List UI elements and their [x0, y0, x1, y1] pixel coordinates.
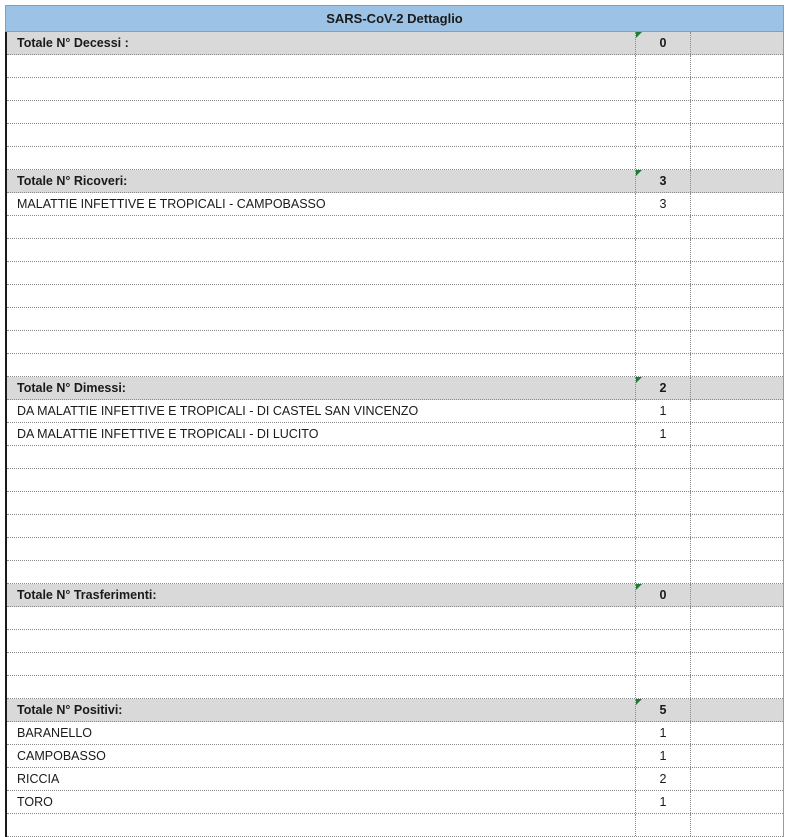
formula-marker-icon	[636, 377, 642, 383]
row-value[interactable]: 2	[635, 768, 691, 790]
empty-cell[interactable]	[7, 538, 635, 560]
empty-cell[interactable]	[691, 768, 783, 790]
empty-cell[interactable]	[691, 584, 783, 606]
empty-cell[interactable]	[635, 147, 691, 169]
empty-cell[interactable]	[635, 308, 691, 330]
empty-cell[interactable]	[7, 561, 635, 583]
row-value[interactable]: 1	[635, 722, 691, 744]
empty-cell[interactable]	[635, 538, 691, 560]
empty-cell[interactable]	[635, 630, 691, 652]
row-label[interactable]: BARANELLO	[17, 726, 93, 740]
empty-row	[7, 239, 783, 262]
empty-cell[interactable]	[635, 814, 691, 836]
empty-cell[interactable]	[7, 216, 635, 238]
section-label[interactable]: Totale N° Positivi:	[17, 703, 123, 717]
empty-cell[interactable]	[7, 101, 635, 123]
empty-cell[interactable]	[691, 400, 783, 422]
empty-cell[interactable]	[7, 331, 635, 353]
empty-cell[interactable]	[7, 653, 635, 675]
row-value[interactable]: 1	[635, 745, 691, 767]
section-label[interactable]: Totale N° Ricoveri:	[17, 174, 128, 188]
empty-cell[interactable]	[691, 170, 783, 192]
empty-cell[interactable]	[691, 147, 783, 169]
section-header-row	[7, 584, 783, 607]
empty-cell[interactable]	[635, 446, 691, 468]
row-label[interactable]: CAMPOBASSO	[17, 749, 106, 763]
empty-cell[interactable]	[691, 354, 783, 376]
empty-cell[interactable]	[635, 101, 691, 123]
section-header-row	[7, 32, 783, 55]
empty-row	[7, 124, 783, 147]
empty-cell[interactable]	[7, 285, 635, 307]
empty-cell[interactable]	[7, 676, 635, 698]
row-label[interactable]: TORO	[17, 795, 53, 809]
empty-cell[interactable]	[691, 515, 783, 537]
empty-row	[7, 607, 783, 630]
row-value[interactable]: 1	[635, 791, 691, 813]
empty-row	[7, 262, 783, 285]
table-row	[7, 791, 783, 814]
data-grid	[5, 32, 784, 837]
formula-marker-icon	[636, 699, 642, 705]
empty-cell[interactable]	[7, 446, 635, 468]
empty-row	[7, 446, 783, 469]
empty-row	[7, 308, 783, 331]
section-total[interactable]: 5	[635, 699, 691, 721]
empty-cell[interactable]	[7, 630, 635, 652]
empty-cell[interactable]	[635, 55, 691, 77]
empty-cell[interactable]	[7, 492, 635, 514]
empty-cell[interactable]	[691, 262, 783, 284]
empty-row	[7, 55, 783, 78]
empty-cell[interactable]	[635, 469, 691, 491]
empty-row	[7, 216, 783, 239]
empty-cell[interactable]	[635, 515, 691, 537]
section-header-row	[7, 377, 783, 400]
empty-cell[interactable]	[691, 492, 783, 514]
empty-cell[interactable]	[691, 446, 783, 468]
empty-row	[7, 331, 783, 354]
empty-row	[7, 561, 783, 584]
row-value[interactable]: 1	[635, 400, 691, 422]
table-row	[7, 400, 783, 423]
empty-cell[interactable]	[635, 653, 691, 675]
empty-cell[interactable]	[635, 331, 691, 353]
table-row	[7, 768, 783, 791]
section-total[interactable]: 3	[635, 170, 691, 192]
empty-cell[interactable]	[691, 722, 783, 744]
section-label[interactable]: Totale N° Decessi :	[17, 36, 129, 50]
section-total[interactable]: 2	[635, 377, 691, 399]
empty-cell[interactable]	[691, 538, 783, 560]
empty-cell[interactable]	[691, 101, 783, 123]
empty-row	[7, 147, 783, 170]
empty-cell[interactable]	[635, 124, 691, 146]
empty-cell[interactable]	[691, 78, 783, 100]
empty-cell[interactable]	[7, 78, 635, 100]
section-label[interactable]: Totale N° Dimessi:	[17, 381, 126, 395]
table-row	[7, 722, 783, 745]
empty-cell[interactable]	[7, 308, 635, 330]
empty-cell[interactable]	[635, 262, 691, 284]
empty-cell[interactable]	[7, 147, 635, 169]
section-total[interactable]: 0	[635, 584, 691, 606]
empty-row	[7, 515, 783, 538]
empty-cell[interactable]	[7, 515, 635, 537]
section-total[interactable]: 0	[635, 32, 691, 54]
empty-cell[interactable]	[7, 607, 635, 629]
empty-cell[interactable]	[691, 308, 783, 330]
empty-cell[interactable]	[691, 285, 783, 307]
section-header-row	[7, 170, 783, 193]
empty-cell[interactable]	[691, 791, 783, 813]
empty-cell[interactable]	[691, 607, 783, 629]
empty-cell[interactable]	[691, 653, 783, 675]
empty-cell[interactable]	[635, 78, 691, 100]
sheet-title: SARS-CoV-2 Dettaglio	[5, 5, 784, 32]
empty-cell[interactable]	[691, 423, 783, 445]
empty-row	[7, 354, 783, 377]
empty-cell[interactable]	[691, 32, 783, 54]
empty-row	[7, 653, 783, 676]
empty-cell[interactable]	[691, 561, 783, 583]
empty-cell[interactable]	[7, 55, 635, 77]
empty-row	[7, 78, 783, 101]
empty-cell[interactable]	[635, 354, 691, 376]
row-label[interactable]: MALATTIE INFETTIVE E TROPICALI - CAMPOBASSO	[17, 197, 326, 211]
row-value[interactable]: 3	[635, 193, 691, 215]
table-row	[7, 193, 783, 216]
table-row	[7, 423, 783, 446]
empty-cell[interactable]	[691, 239, 783, 261]
empty-cell[interactable]	[7, 262, 635, 284]
empty-cell[interactable]	[691, 193, 783, 215]
empty-cell[interactable]	[691, 331, 783, 353]
empty-cell[interactable]	[7, 814, 635, 836]
empty-row	[7, 285, 783, 308]
empty-cell[interactable]	[635, 216, 691, 238]
empty-row	[7, 492, 783, 515]
formula-marker-icon	[636, 584, 642, 590]
empty-cell[interactable]	[691, 469, 783, 491]
empty-row	[7, 676, 783, 699]
empty-cell[interactable]	[7, 354, 635, 376]
section-header-row	[7, 699, 783, 722]
empty-cell[interactable]	[7, 124, 635, 146]
empty-cell[interactable]	[635, 676, 691, 698]
empty-cell[interactable]	[691, 745, 783, 767]
row-label[interactable]: DA MALATTIE INFETTIVE E TROPICALI - DI LUCITO	[17, 427, 319, 441]
formula-marker-icon	[636, 170, 642, 176]
empty-cell[interactable]	[691, 55, 783, 77]
empty-cell[interactable]	[691, 630, 783, 652]
empty-row	[7, 630, 783, 653]
table-row	[7, 745, 783, 768]
empty-cell[interactable]	[635, 239, 691, 261]
row-value[interactable]: 1	[635, 423, 691, 445]
empty-cell[interactable]	[635, 492, 691, 514]
section-label[interactable]: Totale N° Trasferimenti:	[17, 588, 157, 602]
row-label[interactable]: RICCIA	[17, 772, 60, 786]
empty-cell[interactable]	[7, 469, 635, 491]
empty-cell[interactable]	[691, 814, 783, 836]
formula-marker-icon	[636, 32, 642, 38]
empty-row	[7, 469, 783, 492]
empty-cell[interactable]	[635, 561, 691, 583]
empty-cell[interactable]	[635, 285, 691, 307]
empty-cell[interactable]	[691, 216, 783, 238]
empty-cell[interactable]	[691, 377, 783, 399]
empty-cell[interactable]	[691, 676, 783, 698]
empty-row	[7, 538, 783, 561]
empty-row	[7, 101, 783, 124]
empty-cell[interactable]	[7, 239, 635, 261]
empty-cell[interactable]	[691, 124, 783, 146]
empty-cell[interactable]	[635, 607, 691, 629]
row-label[interactable]: DA MALATTIE INFETTIVE E TROPICALI - DI CASTEL SAN VINCENZO	[17, 404, 419, 418]
empty-cell[interactable]	[691, 699, 783, 721]
